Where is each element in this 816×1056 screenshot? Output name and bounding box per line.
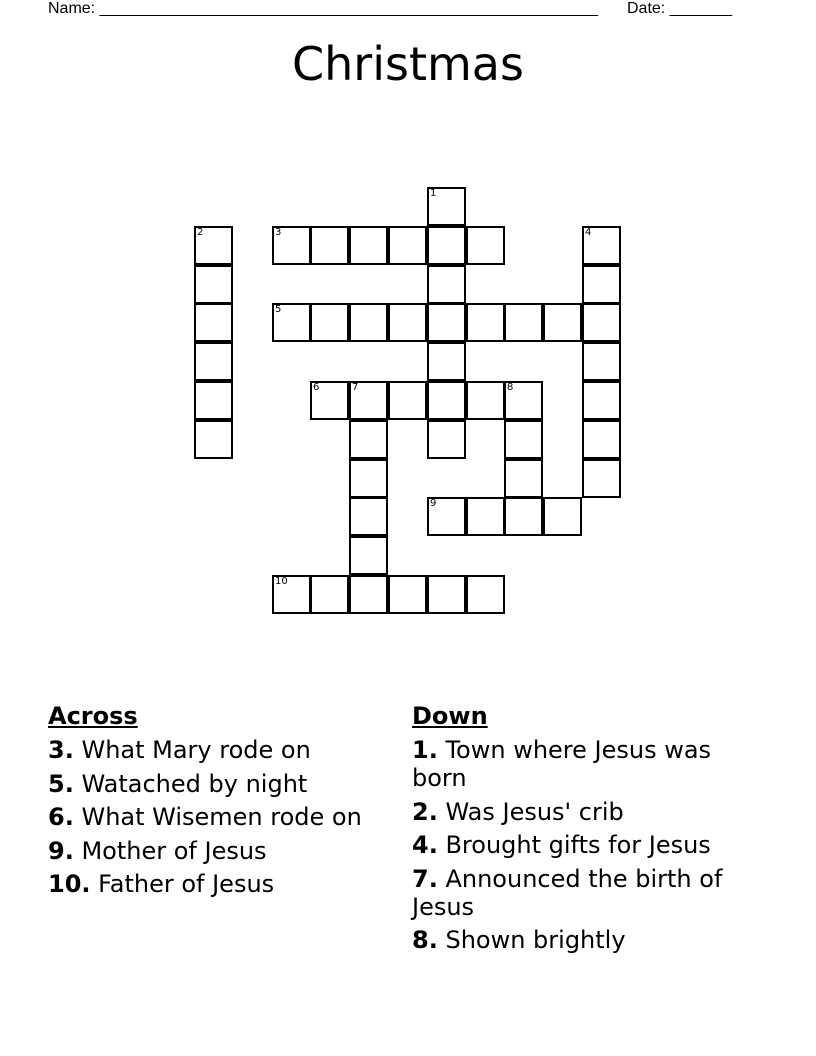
name-field[interactable]: Name: ________________________________________________________: [48, 0, 598, 17]
cell-number: 3: [275, 227, 282, 238]
down-clue: [412, 831, 752, 859]
cell-number: 7: [352, 382, 359, 393]
grid-cell[interactable]: [310, 381, 349, 420]
grid-cell[interactable]: [349, 420, 388, 459]
clue-text: Father of Jesus: [90, 870, 275, 898]
grid-cell[interactable]: [427, 342, 466, 381]
grid-cell[interactable]: [349, 459, 388, 498]
cell-number: 10: [275, 576, 288, 587]
grid-cell[interactable]: [582, 265, 621, 304]
across-clue: [48, 870, 393, 898]
grid-cell[interactable]: [466, 381, 505, 420]
across-clue: [48, 770, 393, 798]
cell-number: 8: [507, 382, 514, 393]
grid-cell[interactable]: [466, 497, 505, 536]
grid-cell[interactable]: [427, 497, 466, 536]
across-clue: [48, 736, 393, 764]
clue-number: 2.: [412, 797, 438, 826]
grid-cell[interactable]: [272, 226, 311, 265]
clue-text: Was Jesus' crib: [437, 797, 624, 826]
across-clue: [48, 837, 393, 865]
grid-cell[interactable]: [310, 226, 349, 265]
grid-cell[interactable]: [194, 226, 233, 265]
cell-number: 6: [313, 382, 320, 393]
clue-text: Announced the birth of Jesus: [412, 864, 723, 921]
grid-cell[interactable]: [194, 342, 233, 381]
clue-number: 1.: [412, 736, 438, 764]
down-clue: [412, 865, 752, 921]
grid-cell[interactable]: [310, 303, 349, 342]
clue-number: 7.: [412, 864, 438, 893]
grid-cell[interactable]: [272, 303, 311, 342]
grid-cell[interactable]: [272, 575, 311, 614]
down-clues: [412, 702, 752, 960]
grid-cell[interactable]: [582, 226, 621, 265]
grid-cell[interactable]: [466, 575, 505, 614]
grid-cell[interactable]: [582, 381, 621, 420]
grid-cell[interactable]: [388, 226, 427, 265]
grid-cell[interactable]: [349, 381, 388, 420]
cell-number: 2: [197, 227, 204, 238]
cell-number: 5: [275, 304, 282, 315]
clue-text: Shown brightly: [437, 926, 626, 954]
clue-number: 9.: [48, 836, 74, 865]
grid-cell[interactable]: [582, 342, 621, 381]
grid-cell[interactable]: [427, 303, 466, 342]
grid-cell[interactable]: [427, 420, 466, 459]
grid-cell[interactable]: [582, 459, 621, 498]
clue-text: Town where Jesus was born: [412, 736, 712, 792]
grid-cell[interactable]: [504, 303, 543, 342]
down-clue: [412, 926, 752, 954]
across-clues: [48, 702, 393, 904]
cell-number: 4: [585, 227, 592, 238]
grid-cell[interactable]: [427, 265, 466, 304]
grid-cell[interactable]: [582, 303, 621, 342]
grid-cell[interactable]: [349, 303, 388, 342]
grid-cell[interactable]: [388, 575, 427, 614]
grid-cell[interactable]: [504, 381, 543, 420]
grid-cell[interactable]: [543, 497, 582, 536]
clue-text: Brought gifts for Jesus: [437, 831, 711, 859]
clue-text: Watached by night: [73, 769, 308, 798]
grid-cell[interactable]: [349, 226, 388, 265]
grid-cell[interactable]: [349, 536, 388, 575]
clue-number: 4.: [412, 831, 438, 859]
page-title: Christmas: [292, 37, 524, 91]
clue-number: 10.: [48, 870, 91, 898]
grid-cell[interactable]: [194, 420, 233, 459]
cell-number: 9: [430, 498, 437, 509]
grid-cell[interactable]: [427, 187, 466, 226]
grid-cell[interactable]: [504, 420, 543, 459]
cell-number: 1: [430, 188, 437, 199]
clue-text: Mother of Jesus: [73, 836, 267, 865]
grid-cell[interactable]: [349, 575, 388, 614]
grid-cell[interactable]: [466, 226, 505, 265]
grid-cell[interactable]: [582, 420, 621, 459]
grid-cell[interactable]: [194, 381, 233, 420]
grid-cell[interactable]: [388, 303, 427, 342]
clue-number: 3.: [48, 736, 74, 764]
grid-cell[interactable]: [427, 575, 466, 614]
clue-number: 5.: [48, 769, 74, 798]
grid-cell[interactable]: [466, 303, 505, 342]
grid-cell[interactable]: [194, 265, 233, 304]
grid-cell[interactable]: [504, 497, 543, 536]
down-clue: [412, 736, 752, 792]
across-clue: [48, 803, 393, 831]
grid-cell[interactable]: [349, 497, 388, 536]
grid-cell[interactable]: [427, 226, 466, 265]
date-field[interactable]: Date: _______: [627, 0, 732, 17]
clue-number: 8.: [412, 926, 438, 954]
grid-cell[interactable]: [543, 303, 582, 342]
grid-cell[interactable]: [388, 381, 427, 420]
grid-cell[interactable]: [504, 459, 543, 498]
clue-text: What Wisemen rode on: [73, 803, 362, 831]
grid-cell[interactable]: [310, 575, 349, 614]
clue-text: What Mary rode on: [73, 736, 311, 764]
clue-number: 6.: [48, 803, 74, 831]
across-heading: Across: [48, 702, 138, 730]
grid-cell[interactable]: [194, 303, 233, 342]
down-heading: Down: [412, 702, 488, 730]
grid-cell[interactable]: [427, 381, 466, 420]
down-clue: [412, 798, 752, 826]
